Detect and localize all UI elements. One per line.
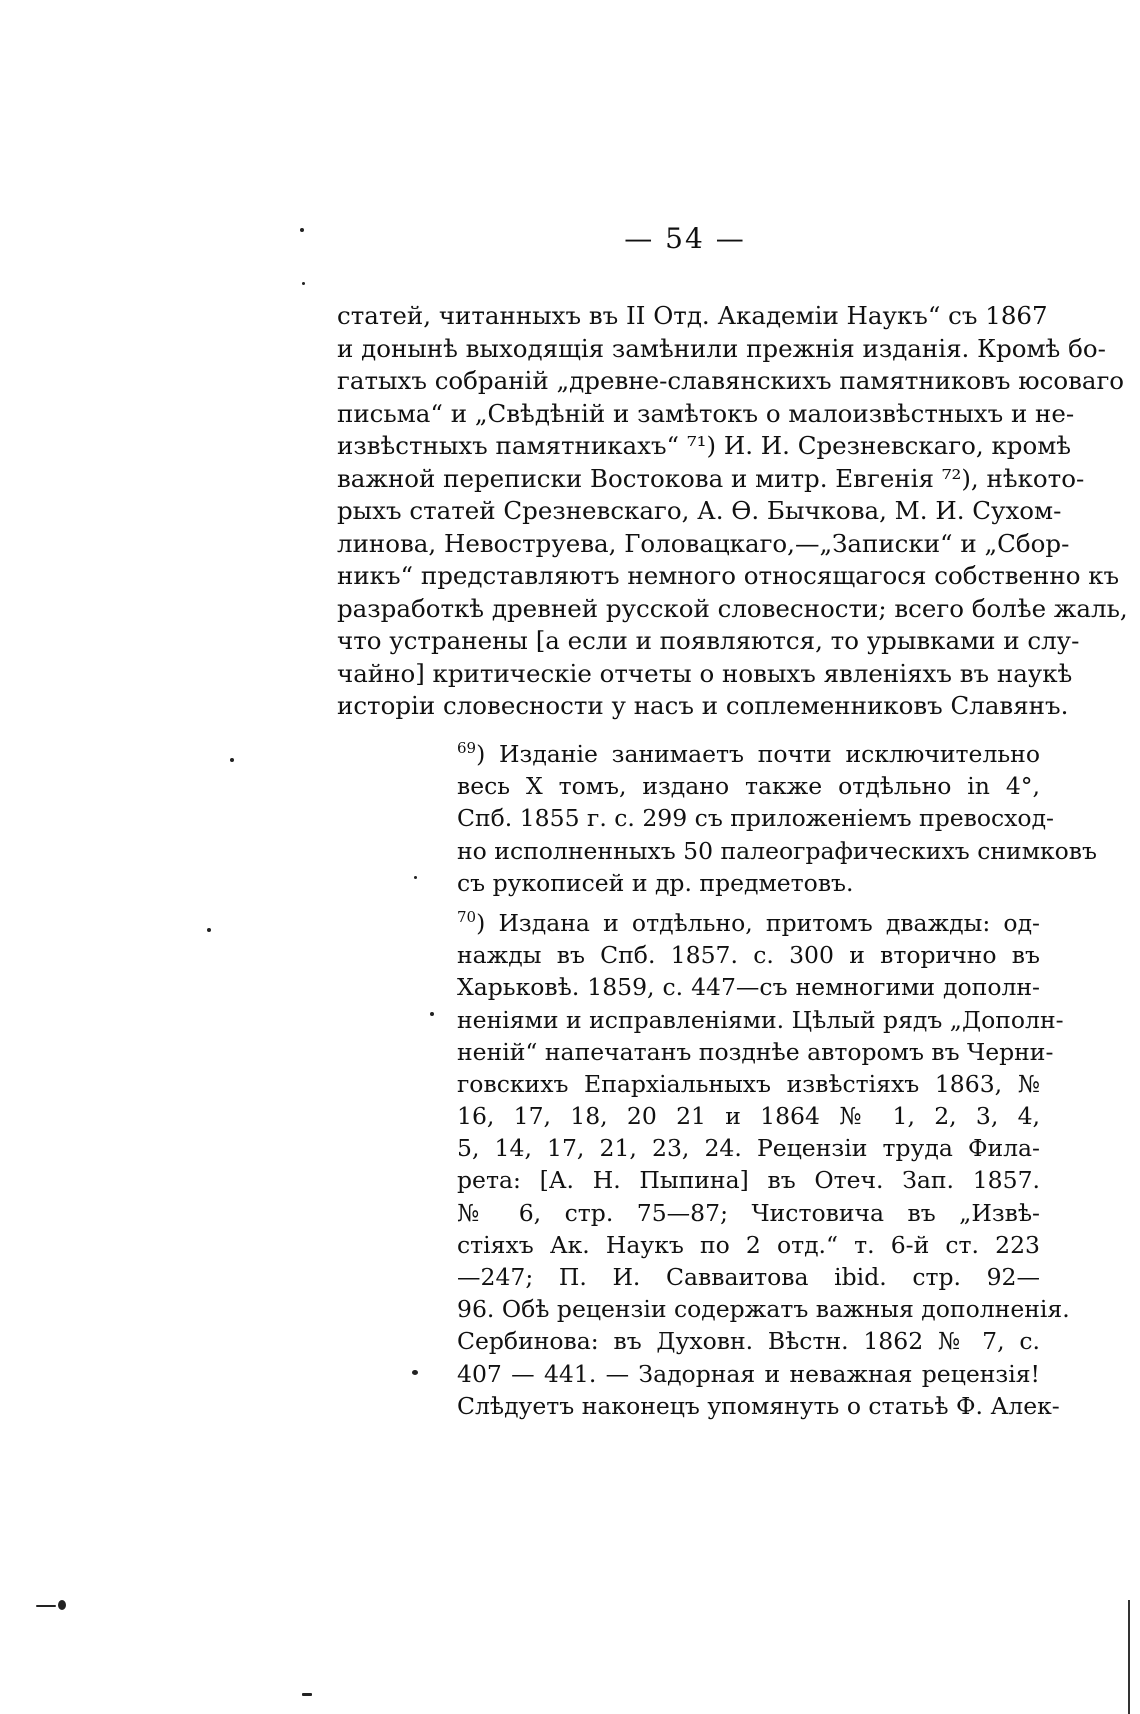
page-edge-line: [1128, 1600, 1130, 1714]
scan-speck: [412, 1370, 418, 1375]
scan-speck: [207, 928, 211, 932]
footnote-text: ) Издана и отдѣльно, притомъ дважды: од-: [476, 908, 1040, 937]
footnote-line: —247; П. И. Савваитова ibid. стр. 92—: [457, 1263, 1040, 1291]
scan-speck: [300, 228, 304, 232]
footnote-number: 70: [457, 907, 477, 926]
text-line: важной переписки Востокова и митр. Евгенія ⁷²), нѣкото-: [337, 463, 1085, 493]
footnote-line: съ рукописей и др. предметовъ.: [457, 868, 854, 897]
text-line: письма“ и „Свѣдѣній и замѣтокъ о малоизвѣстныхъ и не-: [337, 398, 1075, 428]
footnote-line: стіяхъ Ак. Наукъ по 2 отд.“ т. 6-й ст. 223: [457, 1230, 1040, 1259]
footnote-70: [457, 907, 1070, 1422]
footnote-line: неніями и исправленіями. Цѣлый рядъ „Дополн-: [457, 1005, 1064, 1034]
footnote-line: неній“ напечатанъ позднѣе авторомъ въ Черни-: [457, 1037, 1054, 1066]
footnote-line: № 6, стр. 75—87; Чистовича въ „Извѣ-: [457, 1198, 1040, 1227]
main-paragraph: [337, 300, 1128, 723]
footnote-line: рета: [А. Н. Пыпина] въ Отеч. Зап. 1857.: [457, 1166, 1040, 1195]
footnote-line: весь X томъ, издано также отдѣльно in 4°,: [457, 772, 1040, 801]
footnote-line: 96. Обѣ рецензіи содержатъ важныя дополненія.: [457, 1295, 1070, 1324]
footnote-number: 69: [457, 739, 477, 757]
footnote-line: нажды въ Спб. 1857. с. 300 и вторично въ: [457, 941, 1040, 970]
text-line: никъ“ представляютъ немного относящагося собственно къ: [337, 561, 1120, 590]
scan-speck: [230, 758, 234, 762]
footnote-text: ) Изданіе занимаетъ почти исключительно: [476, 740, 1040, 768]
footnote-line: Спб. 1855 г. с. 299 съ приложеніемъ превосход-: [457, 804, 1054, 833]
footnote-line: Харьковѣ. 1859, с. 447—съ немногими дополн-: [457, 973, 1040, 1002]
footnote-line: 16, 17, 18, 20 21 и 1864 № 1, 2, 3, 4,: [457, 1102, 1040, 1131]
scan-speck: [58, 1600, 66, 1610]
footnote-line: [457, 907, 1040, 939]
footnote-line: 5, 14, 17, 21, 23, 24. Рецензіи труда Фила-: [457, 1134, 1040, 1163]
footnote-line: говскихъ Епархіальныхъ извѣстіяхъ 1863, №: [457, 1069, 1040, 1098]
text-line: гатыхъ собраній „древне-славянскихъ памятниковъ юсоваго: [337, 366, 1125, 395]
page-number: — 54 —: [624, 222, 746, 255]
text-line: чайно] критическіе отчеты о новыхъ явленіяхъ въ наукѣ: [337, 658, 1073, 688]
footnote-line: 407 — 441. — Задорная и неважная рецензія!: [457, 1359, 1040, 1388]
footnote-line: Слѣдуетъ наконецъ упомянуть о статьѣ Ф. Алек-: [457, 1391, 1060, 1420]
text-line: рыхъ статей Срезневскаго, А. Ѳ. Бычкова, М. И. Сухом-: [337, 496, 1062, 525]
scan-speck: [36, 1605, 56, 1607]
text-line: извѣстныхъ памятникахъ“ ⁷¹) И. И. Срезневскаго, кромѣ: [337, 431, 1072, 460]
scan-speck: [302, 1693, 312, 1696]
footnote-69: [457, 738, 1097, 899]
footnote-line: но исполненныхъ 50 палеографическихъ снимковъ: [457, 836, 1097, 865]
scan-speck: [430, 1012, 434, 1016]
scan-speck: [414, 876, 417, 879]
text-line: линова, Невоструева, Головацкаго,—„Записки“ и „Сбор-: [337, 528, 1070, 558]
footnote-line: Сербинова: въ Духовн. Вѣстн. 1862 № 7, с.: [457, 1327, 1040, 1356]
footnote-line: [457, 738, 1040, 770]
text-line: разработкѣ древней русской словесности; всего болѣе жаль,: [337, 593, 1128, 623]
text-line: исторіи словесности у насъ и соплеменниковъ Славянъ.: [337, 691, 1069, 720]
text-line: статей, читанныхъ въ II Отд. Академіи Наукъ“ съ 1867: [337, 301, 1048, 330]
text-line: и донынѣ выходящія замѣнили прежнія изданія. Кромѣ бо-: [337, 333, 1106, 363]
scan-speck: [302, 282, 305, 285]
footnotes-block: [457, 738, 1097, 1430]
text-line: что устранены [а если и появляются, то урывками и слу-: [337, 626, 1080, 655]
